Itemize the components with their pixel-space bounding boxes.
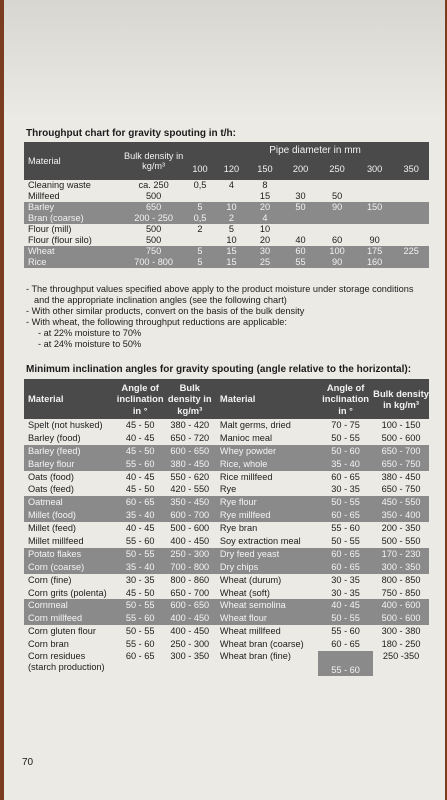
incl-angle-right: 60 - 65: [318, 561, 373, 574]
incl-col-material-left: Material: [24, 379, 117, 419]
pipe-size: 350: [393, 158, 429, 180]
incl-angle-right: 50 - 55: [318, 496, 373, 509]
throughput-material: Millfeed: [28, 191, 60, 201]
incl-material-right: Dry feed yeast: [216, 548, 318, 561]
throughput-value: 50: [331, 191, 343, 201]
incl-col-bulk-right: Bulk density in kg/m³: [373, 379, 429, 419]
inclination-row: [24, 522, 429, 535]
incl-bulk-right: 650 - 750: [373, 458, 429, 471]
incl-angle-left: 60 - 65: [117, 496, 164, 509]
pipe-size: 300: [356, 158, 394, 180]
incl-material-left: Barley (food): [24, 432, 117, 445]
inclination-row: [24, 432, 429, 445]
throughput-value: 0,5: [193, 180, 207, 190]
throughput-value: [393, 180, 429, 191]
incl-bulk-right: 380 - 450: [373, 471, 429, 484]
incl-angle-right: 55 - 60: [318, 651, 373, 676]
incl-bulk-right: 250 -350: [373, 651, 429, 676]
incl-bulk-left: 550 - 620: [164, 471, 216, 484]
note: - at 22% moisture to 70%: [38, 328, 142, 338]
incl-bulk-right: 450 - 550: [373, 496, 429, 509]
incl-col-material-right: Material: [216, 379, 318, 419]
incl-angle-left: 50 - 55: [117, 625, 164, 638]
incl-material-right: Rye flour: [216, 496, 318, 509]
inclination-row: [24, 471, 429, 484]
incl-material-left: Oatmeal: [24, 496, 117, 509]
inclination-row: [24, 535, 429, 548]
incl-bulk-right: 500 - 600: [373, 432, 429, 445]
throughput-value: 8: [262, 180, 268, 190]
inclination-table: [24, 379, 429, 676]
incl-material-left: Barley (feed): [24, 445, 117, 458]
incl-material-left: Millet millfeed: [24, 535, 117, 548]
incl-bulk-left: 800 - 860: [164, 574, 216, 587]
incl-angle-right: 50 - 60: [318, 445, 373, 458]
throughput-bulk: 500: [145, 235, 162, 245]
incl-angle-left: 60 - 65: [117, 651, 164, 676]
throughput-value: 150: [356, 202, 394, 213]
throughput-value: 90: [318, 202, 356, 213]
throughput-bulk: 200 - 250: [123, 213, 184, 224]
incl-material-right: Rye: [216, 483, 318, 496]
incl-material-left: Barley flour: [24, 458, 117, 471]
incl-angle-left: 55 - 60: [117, 458, 164, 471]
inclination-row: [24, 561, 429, 574]
throughput-value: 175: [356, 246, 394, 257]
throughput-bulk: 500: [145, 224, 162, 234]
incl-angle-right: 30 - 35: [318, 587, 373, 600]
incl-bulk-left: 600 - 700: [164, 509, 216, 522]
incl-angle-left: 50 - 55: [117, 548, 164, 561]
throughput-value: 10: [259, 224, 271, 234]
note: - at 24% moisture to 50%: [38, 339, 142, 349]
incl-bulk-left: 400 - 450: [164, 625, 216, 638]
incl-angle-left: 40 - 45: [117, 471, 164, 484]
throughput-value: 15: [259, 191, 271, 201]
incl-angle-right: 50 - 55: [318, 432, 373, 445]
throughput-notes: [26, 284, 426, 350]
incl-material-right: Rye millfeed: [216, 509, 318, 522]
throughput-value: 100: [318, 246, 356, 257]
throughput-bulk: 750: [123, 246, 184, 257]
throughput-table: [24, 142, 429, 268]
throughput-value: [356, 180, 394, 191]
incl-material-right: Soy extraction meal: [216, 535, 318, 548]
incl-angle-left: 45 - 50: [117, 587, 164, 600]
incl-material-left: Corn millfeed: [24, 612, 117, 625]
throughput-col-pipe: Pipe diameter in mm: [247, 142, 429, 158]
pipe-size: 200: [283, 158, 319, 180]
inclination-row: [24, 483, 429, 496]
incl-angle-right: 50 - 55: [318, 535, 373, 548]
inclination-row: [24, 612, 429, 625]
incl-angle-right: 30 - 35: [318, 574, 373, 587]
incl-material-right: Dry chips: [216, 561, 318, 574]
inclination-row: [24, 625, 429, 638]
incl-bulk-right: 350 - 400: [373, 509, 429, 522]
throughput-value: [318, 224, 356, 235]
inclination-title: Minimum inclination angles for gravity spouting (angle relative to the horizontal):: [26, 364, 412, 375]
throughput-row: [24, 235, 429, 246]
incl-bulk-left: 380 - 450: [164, 458, 216, 471]
throughput-value: [356, 191, 394, 202]
throughput-material: Barley: [24, 202, 123, 213]
throughput-value: 55: [283, 257, 319, 268]
incl-angle-left: 50 - 55: [117, 599, 164, 612]
throughput-bulk: 700 - 800: [123, 257, 184, 268]
throughput-col-material: Material: [24, 142, 123, 180]
incl-angle-right: 30 - 35: [318, 483, 373, 496]
throughput-value: [318, 213, 356, 224]
throughput-value: 4: [247, 213, 283, 224]
throughput-value: [393, 191, 429, 202]
throughput-material: Wheat: [24, 246, 123, 257]
inclination-row: [24, 574, 429, 587]
incl-material-left: Spelt (not husked): [24, 419, 117, 432]
incl-angle-left: 55 - 60: [117, 612, 164, 625]
throughput-bulk: ca. 250: [138, 180, 169, 190]
inclination-row: [24, 548, 429, 561]
incl-bulk-left: 500 - 600: [164, 522, 216, 535]
incl-material-right: Manioc meal: [216, 432, 318, 445]
throughput-value: 25: [247, 257, 283, 268]
incl-angle-left: 35 - 40: [117, 561, 164, 574]
throughput-value: 10: [226, 235, 237, 245]
incl-material-left: Oats (feed): [24, 483, 117, 496]
throughput-row: [24, 257, 429, 268]
page-number: 70: [22, 757, 34, 768]
incl-material-left: Millet (feed): [24, 522, 117, 535]
inclination-row: [24, 419, 429, 432]
incl-bulk-right: 300 - 380: [373, 625, 429, 638]
throughput-value: 15: [216, 257, 247, 268]
incl-bulk-right: 750 - 850: [373, 587, 429, 600]
book-page: [4, 0, 445, 800]
pipe-size: 120: [216, 158, 247, 180]
incl-col-bulk-left: Bulk density in kg/m³: [164, 379, 216, 419]
incl-material-right: Rye bran: [216, 522, 318, 535]
incl-material-left: Corn residues (starch production): [24, 651, 117, 676]
incl-angle-right: 55 - 60: [318, 625, 373, 638]
throughput-value: 60: [331, 235, 343, 245]
incl-material-right: Wheat semolina: [216, 599, 318, 612]
throughput-value: 20: [259, 235, 271, 245]
incl-angle-right: 55 - 60: [318, 522, 373, 535]
inclination-row: [24, 587, 429, 600]
incl-bulk-right: 400 - 600: [373, 599, 429, 612]
inclination-row: [24, 599, 429, 612]
throughput-value: [283, 224, 319, 235]
incl-material-right: Wheat millfeed: [216, 625, 318, 638]
incl-material-left: Millet (food): [24, 509, 117, 522]
incl-material-left: Corn bran: [24, 638, 117, 651]
incl-col-angle-left: Angle of inclination in °: [117, 379, 164, 419]
incl-bulk-left: 400 - 450: [164, 535, 216, 548]
incl-bulk-right: 180 - 250: [373, 638, 429, 651]
inclination-row: [24, 445, 429, 458]
throughput-value: 30: [295, 191, 306, 201]
incl-bulk-left: 350 - 450: [164, 496, 216, 509]
throughput-row: [24, 191, 429, 202]
incl-bulk-left: 250 - 300: [164, 638, 216, 651]
incl-bulk-right: 650 - 750: [373, 483, 429, 496]
throughput-value: [356, 213, 394, 224]
throughput-value: [393, 257, 429, 268]
incl-bulk-right: 100 - 150: [373, 419, 429, 432]
throughput-value: 60: [283, 246, 319, 257]
throughput-value: 2: [216, 213, 247, 224]
incl-angle-right: 60 - 65: [318, 638, 373, 651]
incl-angle-right: 70 - 75: [318, 419, 373, 432]
throughput-value: 5: [184, 246, 215, 257]
throughput-bulk: 500: [145, 191, 162, 201]
incl-material-left: Oats (food): [24, 471, 117, 484]
incl-bulk-right: 800 - 850: [373, 574, 429, 587]
incl-material-left: Corn (fine): [24, 574, 117, 587]
incl-material-right: Wheat (soft): [216, 587, 318, 600]
throughput-value: 0,5: [184, 213, 215, 224]
incl-angle-left: 45 - 50: [117, 483, 164, 496]
throughput-row: [24, 224, 429, 235]
incl-material-right: Wheat (durum): [216, 574, 318, 587]
throughput-value: 5: [184, 202, 215, 213]
throughput-value: 160: [356, 257, 394, 268]
incl-angle-left: 55 - 60: [117, 535, 164, 548]
incl-bulk-right: 200 - 350: [373, 522, 429, 535]
throughput-material: Cleaning waste: [28, 180, 91, 190]
throughput-bulk: 650: [123, 202, 184, 213]
pipe-size: 100: [184, 158, 215, 180]
incl-bulk-left: 600 - 650: [164, 445, 216, 458]
note: - With other similar products, convert on the basis of the bulk density: [26, 306, 305, 316]
throughput-value: [216, 191, 247, 202]
throughput-value: 15: [216, 246, 247, 257]
incl-bulk-left: 650 - 700: [164, 587, 216, 600]
incl-bulk-left: 300 - 350: [164, 651, 216, 676]
inclination-row: [24, 509, 429, 522]
incl-angle-right: 60 - 65: [318, 509, 373, 522]
pipe-size: 150: [247, 158, 283, 180]
throughput-value: 225: [393, 246, 429, 257]
incl-material-right: Wheat flour: [216, 612, 318, 625]
throughput-value: [356, 224, 394, 235]
inclination-row: [24, 496, 429, 509]
throughput-col-bulk: Bulk density in kg/m³: [123, 142, 184, 180]
incl-bulk-left: 420 - 550: [164, 483, 216, 496]
throughput-value: [184, 235, 215, 246]
throughput-value: [393, 224, 429, 235]
incl-angle-right: 60 - 65: [318, 548, 373, 561]
incl-material-right: Wheat bran (coarse): [216, 638, 318, 651]
incl-angle-right: 50 - 55: [318, 612, 373, 625]
incl-material-right: Rice, whole: [216, 458, 318, 471]
incl-bulk-left: 600 - 650: [164, 599, 216, 612]
incl-bulk-right: 650 - 700: [373, 445, 429, 458]
throughput-value: 5: [184, 257, 215, 268]
incl-bulk-left: 400 - 450: [164, 612, 216, 625]
incl-angle-left: 45 - 50: [117, 419, 164, 432]
pipe-size: 250: [318, 158, 356, 180]
incl-bulk-right: 500 - 550: [373, 535, 429, 548]
incl-bulk-right: 170 - 230: [373, 548, 429, 561]
incl-angle-right: 60 - 65: [318, 471, 373, 484]
throughput-value: 20: [247, 202, 283, 213]
inclination-row: [24, 638, 429, 651]
incl-angle-right: 40 - 45: [318, 599, 373, 612]
note: - With wheat, the following throughput reductions are applicable:: [26, 317, 287, 327]
throughput-material: Flour (flour silo): [28, 235, 92, 245]
incl-angle-left: 40 - 45: [117, 522, 164, 535]
inclination-row: [24, 458, 429, 471]
throughput-value: [393, 213, 429, 224]
throughput-value: 50: [283, 202, 319, 213]
incl-col-angle-right: Angle of inclination in °: [318, 379, 373, 419]
throughput-value: [318, 180, 356, 191]
throughput-material: Rice: [24, 257, 123, 268]
throughput-value: 10: [216, 202, 247, 213]
incl-material-left: Potato flakes: [24, 548, 117, 561]
throughput-value: [283, 213, 319, 224]
incl-material-right: Malt germs, dried: [216, 419, 318, 432]
throughput-row: [24, 202, 429, 213]
throughput-material: Bran (coarse): [24, 213, 123, 224]
throughput-value: [283, 180, 319, 191]
throughput-value: 90: [369, 235, 380, 245]
incl-angle-left: 35 - 40: [117, 509, 164, 522]
throughput-title: Throughput chart for gravity spouting in t/h:: [26, 128, 236, 139]
incl-angle-left: 30 - 35: [117, 574, 164, 587]
incl-angle-left: 55 - 60: [117, 638, 164, 651]
incl-material-left: Cornmeal: [24, 599, 117, 612]
incl-bulk-right: 300 - 350: [373, 561, 429, 574]
note: - The throughput values specified above apply to the product moisture under storage conditions: [26, 284, 414, 294]
incl-bulk-left: 250 - 300: [164, 548, 216, 561]
incl-material-left: Corn gluten flour: [24, 625, 117, 638]
incl-material-right: Rice millfeed: [216, 471, 318, 484]
throughput-value: [393, 235, 429, 246]
throughput-value: 30: [247, 246, 283, 257]
throughput-value: [184, 191, 215, 202]
page-shadow: [4, 0, 445, 120]
throughput-value: 4: [228, 180, 235, 190]
throughput-value: 5: [228, 224, 235, 234]
throughput-row: [24, 246, 429, 257]
throughput-row: [24, 213, 429, 224]
throughput-material: Flour (mill): [28, 224, 72, 234]
incl-angle-left: 45 - 50: [117, 445, 164, 458]
incl-bulk-right: 500 - 600: [373, 612, 429, 625]
incl-material-right: Wheat bran (fine): [216, 651, 318, 676]
incl-material-left: Corn (coarse): [24, 561, 117, 574]
incl-bulk-left: 700 - 800: [164, 561, 216, 574]
incl-bulk-left: 650 - 720: [164, 432, 216, 445]
incl-material-left: Corn grits (polenta): [24, 587, 117, 600]
incl-material-right: Whey powder: [216, 445, 318, 458]
throughput-value: 40: [295, 235, 306, 245]
throughput-value: 2: [197, 224, 203, 234]
incl-bulk-left: 380 - 420: [164, 419, 216, 432]
throughput-row: [24, 180, 429, 191]
throughput-value: [393, 202, 429, 213]
note: and the appropriate inclination angles (see the following chart): [34, 295, 287, 305]
incl-angle-right: 35 - 40: [318, 458, 373, 471]
incl-angle-left: 40 - 45: [117, 432, 164, 445]
throughput-value: 90: [318, 257, 356, 268]
